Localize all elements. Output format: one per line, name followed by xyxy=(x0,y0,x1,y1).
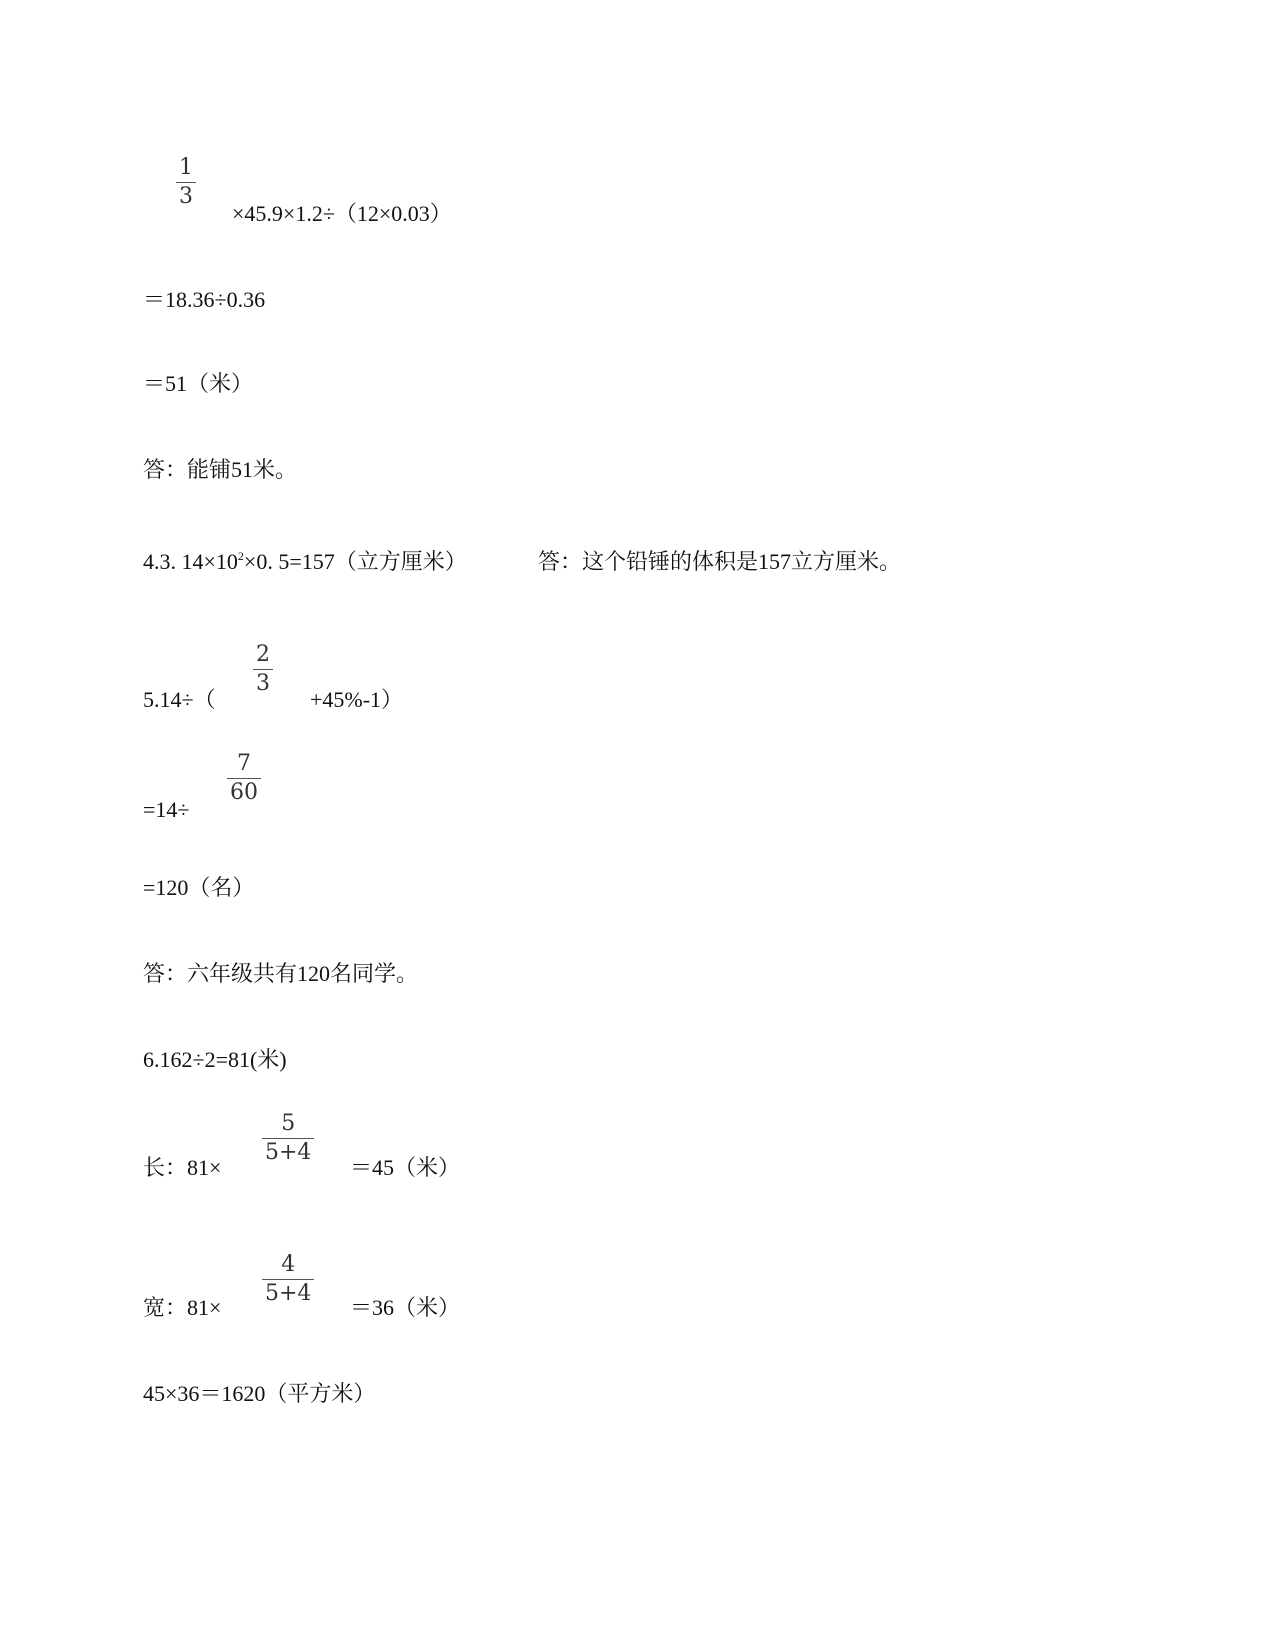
expression-line: ×45.9×1.2÷（12×0.03） xyxy=(232,201,452,226)
problem-5-expression-start: 5.14÷（ xyxy=(143,687,216,712)
fraction-numerator: 1 xyxy=(179,155,193,180)
fraction-denominator: 5+4 xyxy=(265,1281,312,1306)
fraction-bar xyxy=(262,1279,314,1280)
width-calculation-result: ＝36（米） xyxy=(350,1295,461,1320)
fraction-denominator: 3 xyxy=(256,671,270,696)
fraction-seven-sixtieths xyxy=(227,752,261,805)
fraction-numerator: 2 xyxy=(256,642,270,667)
problem-4-expression: 4.3. 14×10 xyxy=(143,549,238,574)
fraction-bar xyxy=(253,669,273,670)
problem-6-line: 6.162÷2=81(米) xyxy=(143,1047,287,1072)
width-calculation-start: 宽：81× xyxy=(143,1295,222,1320)
fraction-one-third xyxy=(176,156,196,209)
answer-line: 答：能铺51米。 xyxy=(143,457,298,482)
fraction-numerator: 7 xyxy=(237,751,251,776)
problem-4-line xyxy=(143,550,467,574)
fraction-bar xyxy=(176,182,196,183)
fraction-five-ninths xyxy=(262,1112,314,1165)
problem-4-answer: 答：这个铅锤的体积是157立方厘米。 xyxy=(538,549,902,574)
fraction-four-ninths xyxy=(262,1253,314,1306)
fraction-denominator: 3 xyxy=(179,184,193,209)
fraction-numerator: 5 xyxy=(281,1111,296,1136)
fraction-bar xyxy=(227,778,261,779)
calculation-step: ＝18.36÷0.36 xyxy=(143,287,266,312)
calculation-result: ＝51（米） xyxy=(143,371,254,396)
fraction-denominator: 5+4 xyxy=(265,1140,312,1165)
problem-4-expression-rest: ×0. 5=157（立方厘米） xyxy=(243,549,467,574)
fraction-two-thirds xyxy=(253,643,273,696)
problem-5-expression-end: +45%-1） xyxy=(310,687,404,712)
area-calculation: 45×36＝1620（平方米） xyxy=(143,1381,376,1406)
calculation-result: =120（名） xyxy=(143,875,255,900)
length-calculation-result: ＝45（米） xyxy=(350,1155,461,1180)
length-calculation-start: 长：81× xyxy=(143,1155,222,1180)
calculation-step: =14÷ xyxy=(143,797,190,822)
fraction-numerator: 4 xyxy=(281,1252,296,1277)
answer-line: 答：六年级共有120名同学。 xyxy=(143,961,419,986)
fraction-denominator: 60 xyxy=(230,780,258,805)
fraction-bar xyxy=(262,1138,314,1139)
exponent: 2 xyxy=(237,549,244,563)
